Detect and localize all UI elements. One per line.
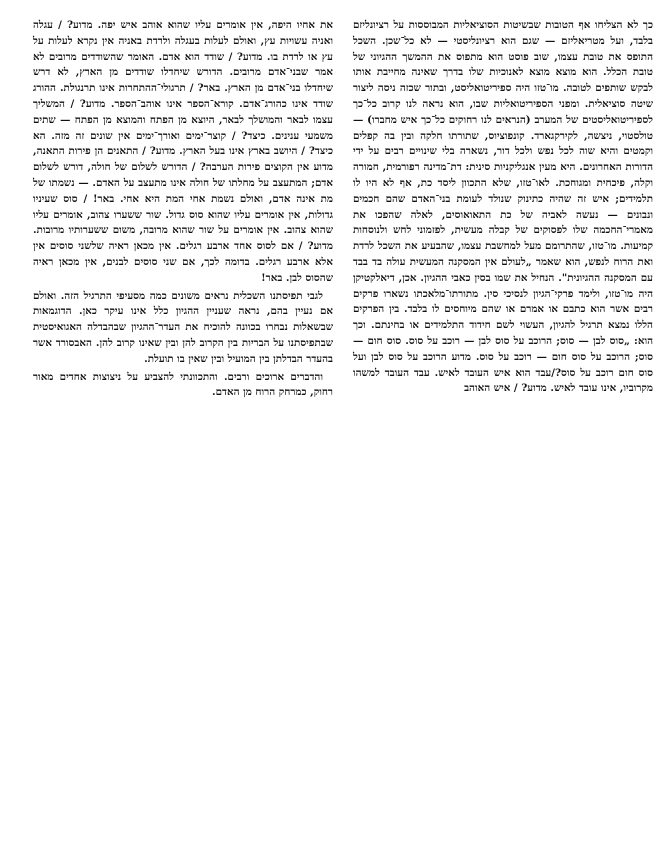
paragraph: כך לא הצליחו אף הטובות שבשיטות הסוציאליות המבוססות על רציונליזם בלבד, ועל מטריאליזם — שגם הוא רציונליסטי — לא כל־שכן. השכל התופס את טובת עצמו, שוב פוסט הוא מתפוס את ההמשך ההגיוני של טובת הכלל. הוא מוצא מוצא לאנוכיות שלו בדרך שאינה מחייבת אותו לבקש שותפים לטובה. מו־טזו היה ספיריטואליסט, ובתור שכזה ניסה ליצור שיטה סוציאלית. ומפני הספיריטואליות שבו, הוא נראה לנו קרוב כל־כך לספיריטואליסטים של המערב (הנראים לנו רחוקים כל־כך איש מחברו) — טולסטוי, ניצשה, לקירקגארד. קונפוציוס, שתורתו חלקה ובין בה קפלים וקמטים והיא שוה לכל נפש ולכל דור, נשארה בלי שינויים רבים על ידי הדורות האחרונים. היא מעין אנגליקניות סינית: דת־מדינה רפורמית, חמורה וקלה, פיכחית ומגוחכת. לאו־טזו, שלא התכוון ליסד כת, אף לא היו לו תלמידים; איש זה שהיה כתינוק שנולד לעומת בני־האדם שהם חכמים ונבונים — נעשה לאביה של כת התאואוסים, לאלה שהפכו את מאמרי־החכמה שלו לפסוקים של קבלה מעשית, לפזמוני לחש ולנוסחות קמיעות. מו־טזו, שהתרומם מעל למחשבת עצמו, שהבעיע את השכל לרדת ואת הרוח לנפש, הוא שאמר „לעולם אין המסקנה המעשית עולה בד בבד עם המסקנה ההגיונית". הנחיל את שמו בסין כאבי ההגיון. אכן, דיאלקטיקן היה מו־טזו, ולימד פרקי־הגיון לנסיכי סין. מתורתו־מלאכתו נשארו פרקים רבים אשר הוא כתבם או אמרם או שהם מיוחסים לו בלבד. בין הפרקים הללו נמצא תרגיל להגיון, העשוי לשם חידוד התלמידים או בחינתם. וכך הוא: „סוס לבן — סוס; הרוכב על סוס לבן — רוכב על סוס. סוס חום — סוס; הרוכב על סוס חום — רוכב על סוס. מדוע הרוכב על סוס לבן ועל סוס חום רוכב על סוס?/עבד הוא איש העובד לאיש. עבד העובד למשהו מקרוביו, אינו עובד לאיש. מדוע? / איש האוהב bbox=[353, 19, 653, 395]
paragraph: והדברים ארוכים ורבים. והתכוונתי להצביע על ניצוצות אחדים מאור רחוק, כמרחק הרוח מן האדם. bbox=[33, 370, 333, 399]
left-column bbox=[33, 18, 333, 401]
paragraph: לגבי תפיסתנו השכלית נראים משונים כמה מסעיפי התרגיל הזה. ואולם אם נעיין בהם, נראה שעניין ההגיון כלל אינו עיקר כאן. הדוגמאות שבשאלות נבחרו בכוונה להוכיח את העדר־ההגיון שבהבדלה האגואיסטית שבתפיסתנו על הבריות בין הקרוב להן ובין שאינו קרוב להן. האבסורד אשר בהעדר הבדלתן בין המועיל ובין שאין בו תועלת. bbox=[33, 289, 333, 365]
paragraph: את אחיו היפה, אין אומרים עליו שהוא אוהב איש יפה. מדוע? / עגלה ואניה עשויות עץ, ואולם לעלות בעגלה ולרדת באניה אין נקרא לעלות על עץ או לרדת בו. מדוע? / שודד הוא אדם. האומר שהשודדים מרובים לא אמר שבני־אדם מרובים. הדורש שיחדלו שודדים מן הארץ, לא דרש שיחדלו בני־אדם מן הארץ. באר? / תרגולי־ההתחרות אינו תרנגולת. ההורג שודד אינו כהורג־אדם. קורא־הספר אינו אוהב־הספר. מדוע? / המשליך עצמו לבאר והמושלך לבאר, היוצא מן הפתח והמוצא מן הפתח — שתים משמעי ענינים. כיצד? / קוצר־ימים ואורך־ימים אין שונים זה מזה. הא כיצד? / היושב בארץ אינו בעל הארץ. מדוע? / התאנים הן פירות התאנה, מדוע אין הקוצים פירות הערבה? / הדורש לשלום של חולה, דורש לשלום אדם; המתעצב על מחלתו של חולה אינו מתעצב על האדם. — נשמתו של מת אינה אדם, ואולם נשמת אחי המת היא אחי. באר! / סוס שעיניו גדולות, אין אומרים עליו שהוא סוס גדול. שור ששערו צהוב, אומרים עליו שהוא צהוב. אין אומרים על שור שהוא מרובה, משום ששערותיו מרובות. מדוע? / אם לסוס אחד ארבע רגלים. אין מכאן ראיה שלשני סוסים אין אלא ארבע רגלים. בדומה לכך, אם שני סוסים לבנים, אין מכאן ראיה שהסוס לבן. באר! bbox=[33, 19, 333, 284]
text-columns bbox=[16, 18, 653, 401]
right-column bbox=[353, 18, 653, 401]
